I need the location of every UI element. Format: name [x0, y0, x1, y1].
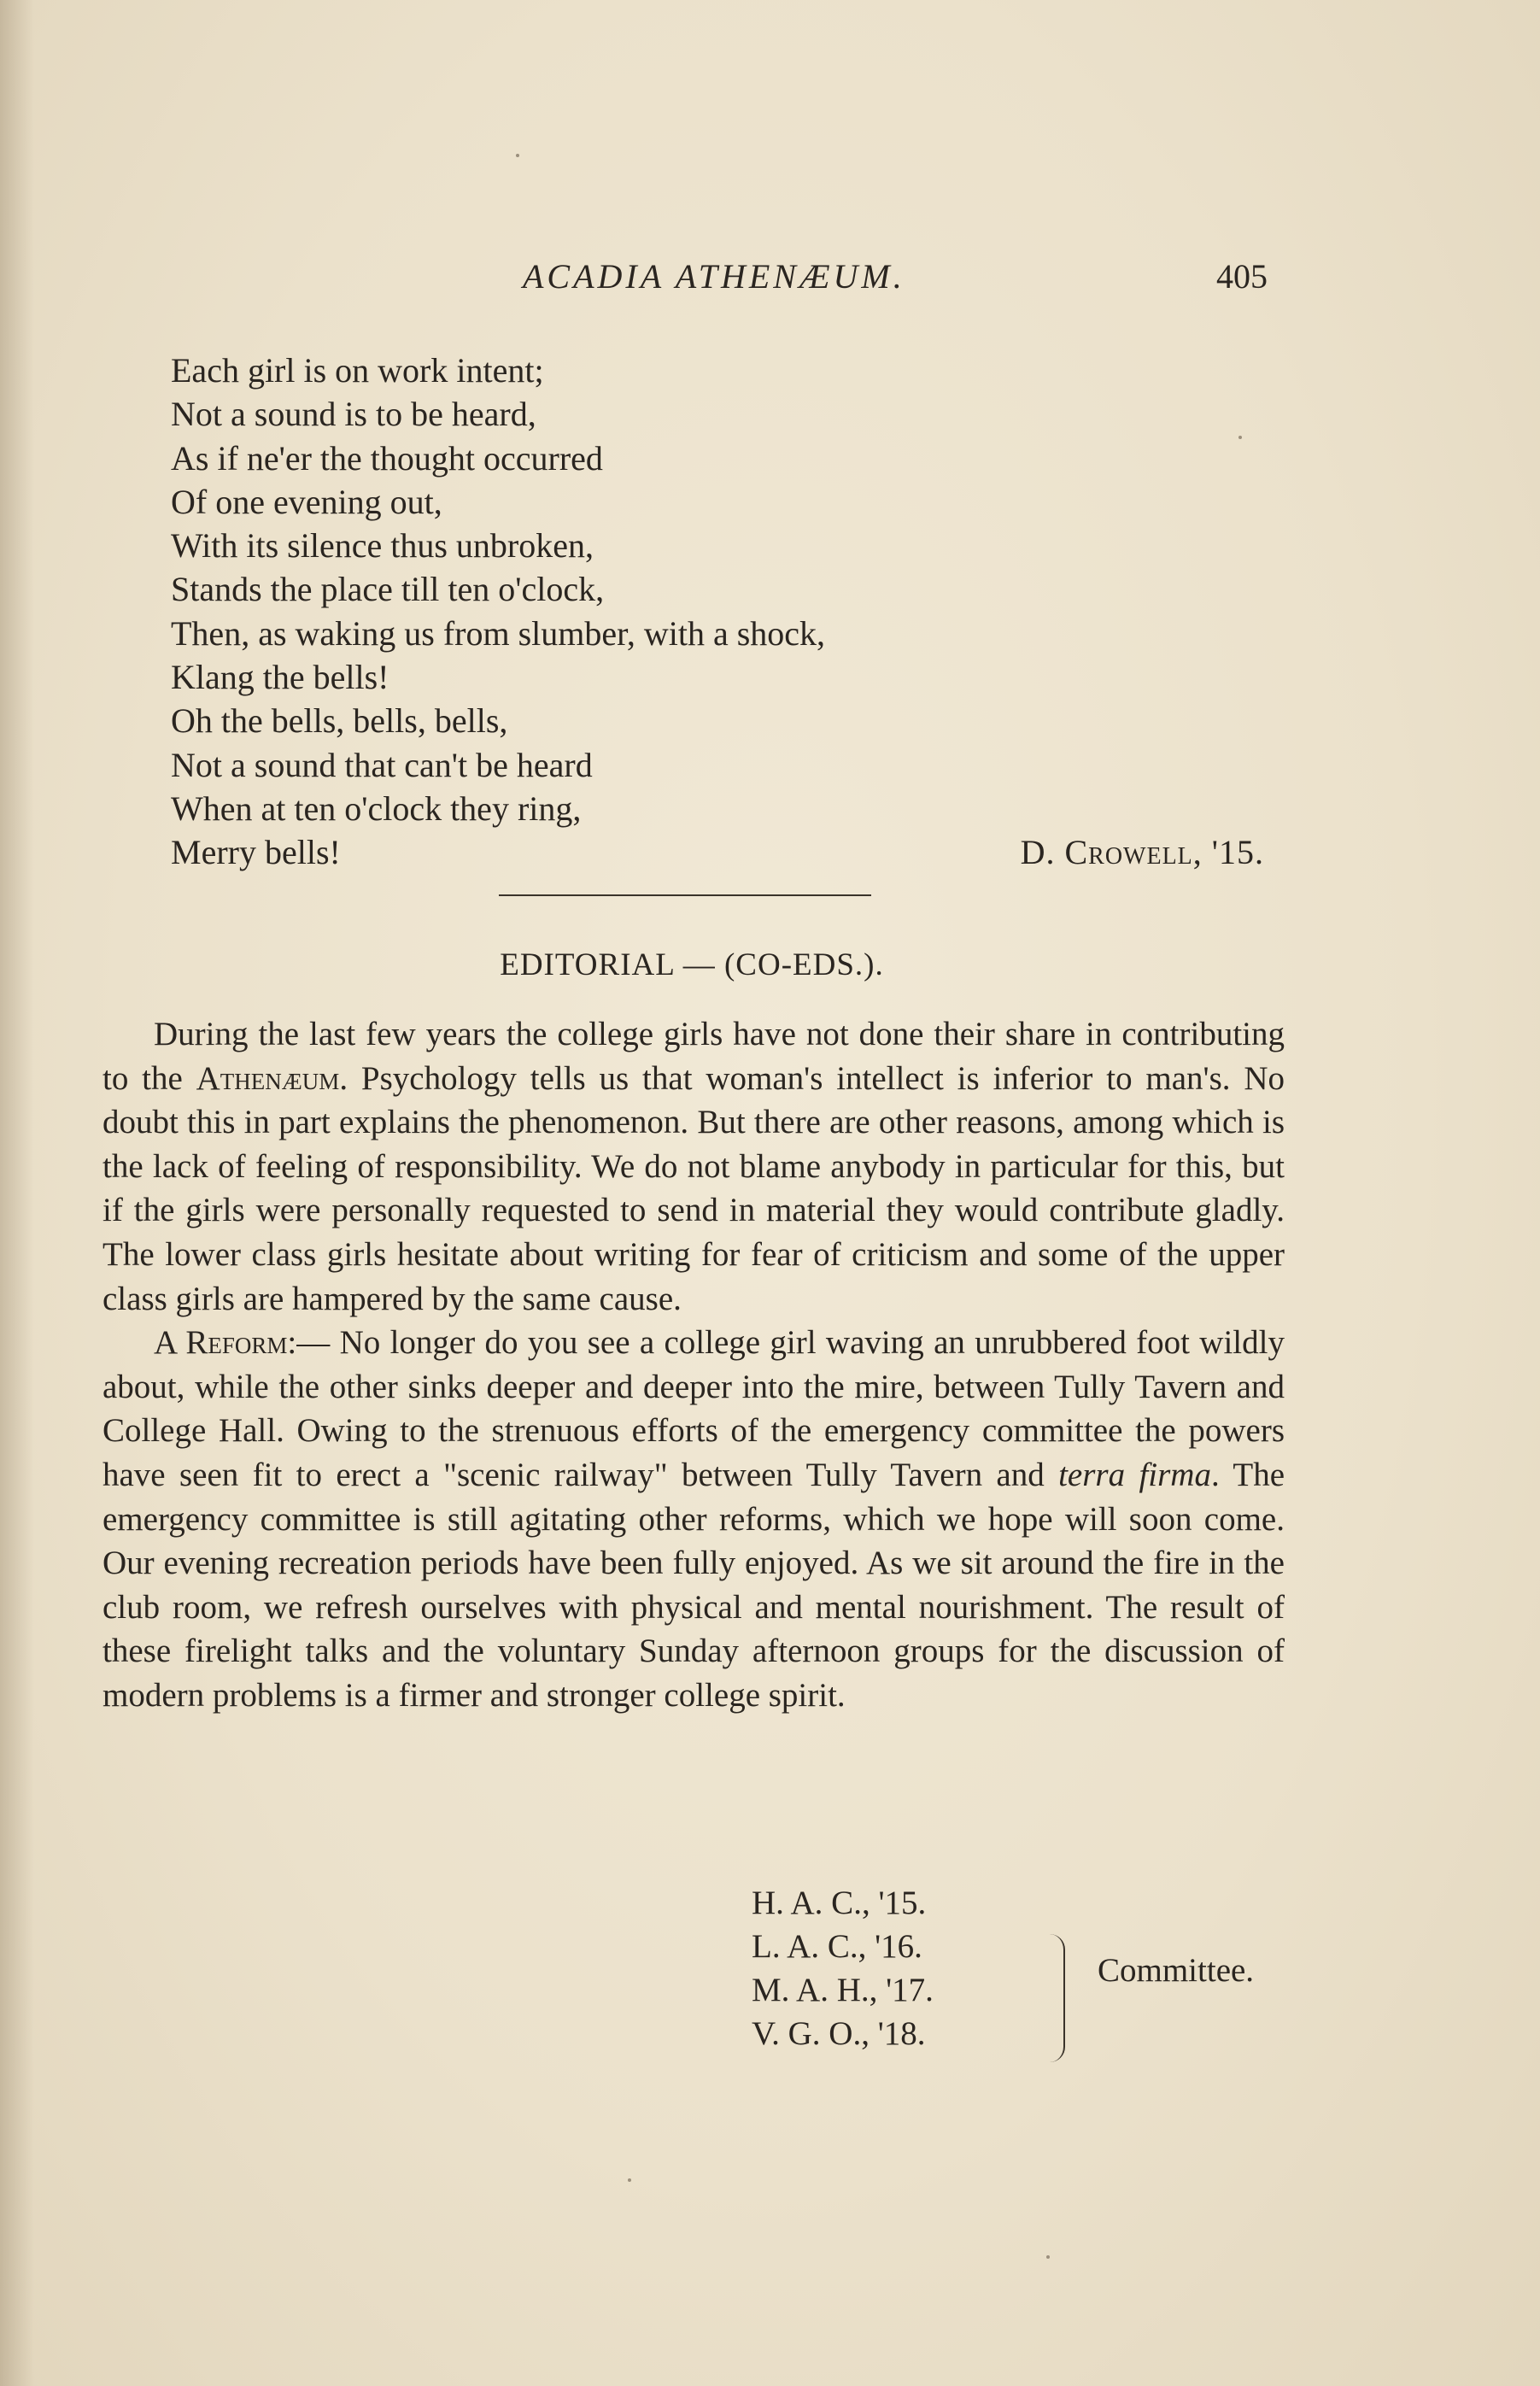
paper-speck [1046, 2255, 1050, 2259]
poem-line: Each girl is on work intent; [171, 351, 544, 390]
poem-line: When at ten o'clock they ring, [171, 788, 582, 828]
paper-speck [628, 2178, 631, 2182]
committee-member: H. A. C., '15. [752, 1885, 927, 1921]
editorial-body [102, 1012, 1285, 1718]
running-title: ACADIA ATHENÆUM. [523, 257, 905, 296]
reform-lead: A Reform [154, 1324, 288, 1362]
athenaeum-name: Athenæum [196, 1059, 340, 1097]
committee-member: V. G. O., '18. [752, 2015, 926, 2052]
poem-line: Then, as waking us from slumber, with a shock, [171, 613, 826, 653]
poem-last-line [171, 830, 1264, 874]
editorial-paragraph [102, 1321, 1285, 1717]
page-spine-shadow [0, 0, 34, 2386]
poem-line: Stands the place till ten o'clock, [171, 570, 605, 609]
editorial-paragraph [102, 1012, 1285, 1321]
paragraph-text: . The emergency committee is still agitating other reforms, which we hope will soon come. Our evening recreation periods have been fully enjoyed. As we sit around the fire in the club room, we refresh ourselves with physical and mental nourishment. The result of these firelight talks and the voluntary Sunday afternoon groups for the discussion of modern problems is a firmer and stronger college spirit. [102, 1456, 1285, 1714]
poem-signature: D. Crowell, '15. [1020, 833, 1264, 872]
committee-signatures [752, 1881, 1350, 2069]
poem-line: Merry bells! [171, 833, 341, 872]
committee-member: L. A. C., '16. [752, 1928, 922, 1965]
poem [171, 349, 1264, 875]
paragraph-text: . Psychology tells us that woman's intellect is inferior to man's. No doubt this in part explains the phenomenon. But there are other reasons, among which is the lack of feeling of responsibility. We do not blame anybody in particular for this, but if the girls were personally requested to send in material they would contribute gladly. The lower class girls hesitate about writing for fear of criticism and some of the upper class girls are hampered by the same cause. [102, 1059, 1285, 1317]
paragraph-text: During the last few years the college girls have not done their share in contributing to the [102, 1016, 1285, 1097]
terra-firma-phrase: terra firma [1058, 1456, 1211, 1493]
poem-line: Not a sound is to be heard, [171, 395, 536, 434]
paragraph-text: :— No longer do you see a college girl waving an unrubbered foot wildly about, while the other sinks deeper and deeper into the mire, between Tully Tavern and College Hall. Owing to the strenuous efforts of the emergency committee the powers have seen fit to erect a "scenic railway" between Tully Tavern and [102, 1324, 1285, 1493]
paper-speck [1238, 436, 1242, 439]
section-divider [499, 894, 871, 896]
paper-speck [516, 154, 519, 157]
poem-line: Oh the bells, bells, bells, [171, 701, 508, 741]
committee-label: Committee. [1098, 1952, 1255, 1989]
poem-line: With its silence thus unbroken, [171, 526, 594, 566]
committee-member: M. A. H., '17. [752, 1972, 934, 2008]
page-number: 405 [1216, 257, 1268, 296]
poem-line: Of one evening out, [171, 482, 442, 521]
poem-line: Klang the bells! [171, 658, 389, 697]
poem-line: As if ne'er the thought occurred [171, 438, 603, 478]
editorial-heading: EDITORIAL — (CO-EDS.). [500, 947, 884, 982]
committee-brace [1046, 1934, 1065, 2062]
running-header [0, 256, 1540, 308]
poem-line: Not a sound that can't be heard [171, 745, 593, 784]
